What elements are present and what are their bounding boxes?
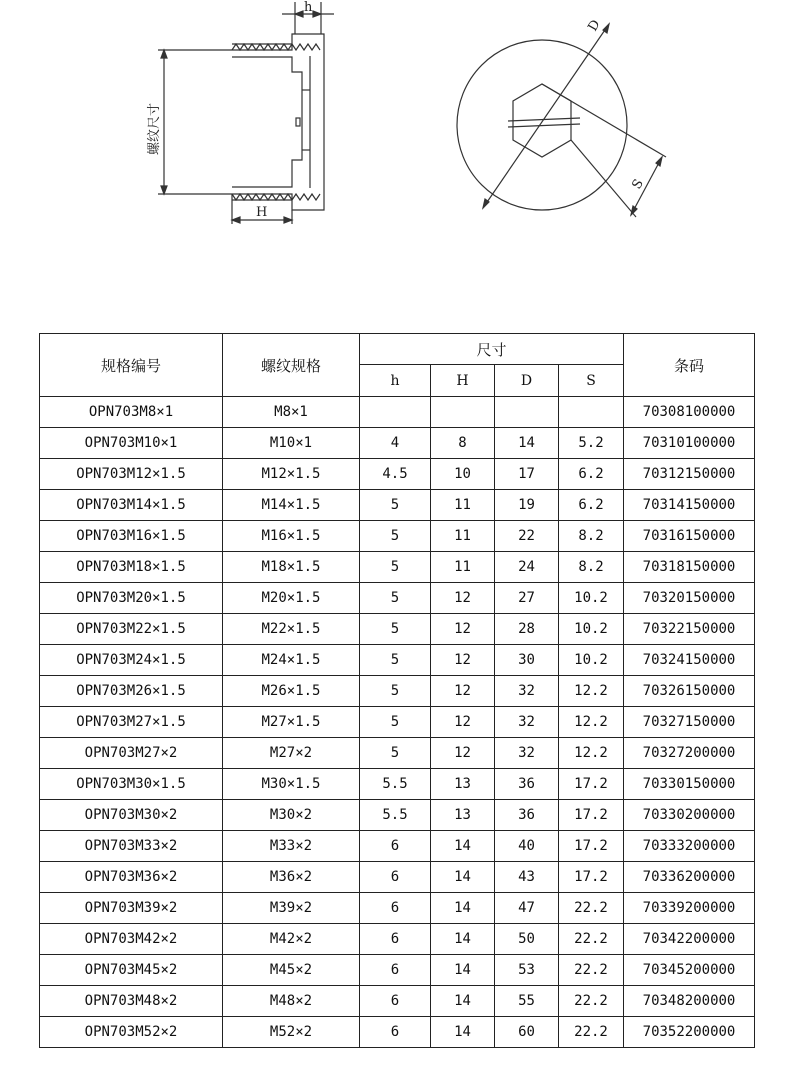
cell-h-upper: 14 [431,862,495,893]
cell-thread: M12×1.5 [223,459,360,490]
cell-barcode: 70345200000 [624,955,755,986]
cell-thread: M52×2 [223,1017,360,1048]
dim-h-label: h [304,0,313,15]
cell-spec-no: OPN703M8×1 [40,397,223,428]
cell-s: 6.2 [559,459,624,490]
cell-d: 36 [495,769,559,800]
cell-d: 22 [495,521,559,552]
cell-d: 32 [495,676,559,707]
cell-spec-no: OPN703M39×2 [40,893,223,924]
cell-barcode: 70308100000 [624,397,755,428]
cell-s: 6.2 [559,490,624,521]
cell-spec-no: OPN703M18×1.5 [40,552,223,583]
cell-h: 5 [360,645,431,676]
cell-barcode: 70316150000 [624,521,755,552]
cell-h: 6 [360,862,431,893]
cell-h-upper: 8 [431,428,495,459]
cell-h: 5.5 [360,769,431,800]
cell-spec-no: OPN703M20×1.5 [40,583,223,614]
table-row [40,428,755,459]
header-spec-no: 规格编号 [40,334,223,397]
table-row [40,521,755,552]
cell-d: 27 [495,583,559,614]
cell-s: 5.2 [559,428,624,459]
cell-thread: M30×2 [223,800,360,831]
cell-barcode: 70322150000 [624,614,755,645]
cell-spec-no: OPN703M33×2 [40,831,223,862]
cell-spec-no: OPN703M10×1 [40,428,223,459]
cell-s: 10.2 [559,645,624,676]
cell-thread: M45×2 [223,955,360,986]
cell-s: 8.2 [559,552,624,583]
cell-d: 28 [495,614,559,645]
cell-thread: M27×1.5 [223,707,360,738]
cell-h-upper: 14 [431,924,495,955]
cell-h-upper: 12 [431,645,495,676]
cell-barcode: 70314150000 [624,490,755,521]
cell-barcode: 70330150000 [624,769,755,800]
cell-h-upper: 12 [431,707,495,738]
cell-thread: M42×2 [223,924,360,955]
cell-d: 14 [495,428,559,459]
cell-h-upper: 12 [431,583,495,614]
cell-h: 5 [360,738,431,769]
cell-spec-no: OPN703M48×2 [40,986,223,1017]
table-row [40,800,755,831]
cell-s: 22.2 [559,1017,624,1048]
cell-s: 10.2 [559,583,624,614]
cell-h [360,397,431,428]
table-row [40,614,755,645]
cell-h: 5 [360,552,431,583]
cell-h-upper: 12 [431,676,495,707]
header-thread-spec: 螺纹规格 [223,334,360,397]
cell-d: 32 [495,707,559,738]
table-row [40,583,755,614]
cell-spec-no: OPN703M36×2 [40,862,223,893]
cell-barcode: 70326150000 [624,676,755,707]
cell-h-upper: 11 [431,521,495,552]
cell-s: 22.2 [559,955,624,986]
table-row [40,862,755,893]
cell-h: 5 [360,614,431,645]
cell-d: 36 [495,800,559,831]
cell-h: 5 [360,583,431,614]
cell-barcode: 70339200000 [624,893,755,924]
cell-s: 22.2 [559,893,624,924]
cell-d: 24 [495,552,559,583]
cell-h-upper: 12 [431,738,495,769]
header-H: H [431,365,495,397]
cell-h-upper: 14 [431,893,495,924]
cell-spec-no: OPN703M30×2 [40,800,223,831]
header-D: D [495,365,559,397]
cell-spec-no: OPN703M52×2 [40,1017,223,1048]
cell-spec-no: OPN703M14×1.5 [40,490,223,521]
cell-thread: M14×1.5 [223,490,360,521]
cell-s: 17.2 [559,769,624,800]
cell-h-upper [431,397,495,428]
cell-barcode: 70327150000 [624,707,755,738]
cell-s: 12.2 [559,738,624,769]
table-row [40,831,755,862]
cell-s [559,397,624,428]
cell-h: 4.5 [360,459,431,490]
cell-barcode: 70348200000 [624,986,755,1017]
cell-barcode: 70324150000 [624,645,755,676]
table-row [40,1017,755,1048]
cell-h-upper: 11 [431,490,495,521]
cell-d: 40 [495,831,559,862]
cell-h: 5 [360,521,431,552]
side-view-drawing [158,2,334,224]
dim-S-label: S [629,176,647,192]
cell-thread: M36×2 [223,862,360,893]
cell-d: 60 [495,1017,559,1048]
cell-h: 6 [360,831,431,862]
cell-spec-no: OPN703M26×1.5 [40,676,223,707]
cell-d: 43 [495,862,559,893]
cell-h: 6 [360,986,431,1017]
cell-s: 12.2 [559,707,624,738]
header-h: h [360,365,431,397]
cell-d: 50 [495,924,559,955]
cell-barcode: 70318150000 [624,552,755,583]
cell-thread: M30×1.5 [223,769,360,800]
cell-barcode: 70310100000 [624,428,755,459]
header-barcode: 条码 [624,334,755,397]
cell-thread: M39×2 [223,893,360,924]
technical-drawings [0,0,790,300]
cell-h-upper: 12 [431,614,495,645]
cell-d: 47 [495,893,559,924]
cell-barcode: 70336200000 [624,862,755,893]
cell-h: 6 [360,924,431,955]
cell-d: 17 [495,459,559,490]
cell-barcode: 70320150000 [624,583,755,614]
cell-thread: M8×1 [223,397,360,428]
cell-spec-no: OPN703M30×1.5 [40,769,223,800]
thread-size-label: 螺纹尺寸 [147,102,162,155]
table-header-row [40,334,755,365]
cell-d: 53 [495,955,559,986]
cell-spec-no: OPN703M22×1.5 [40,614,223,645]
cell-s: 12.2 [559,676,624,707]
dim-D-label: D [585,17,604,34]
table-row [40,986,755,1017]
cell-s: 10.2 [559,614,624,645]
cell-thread: M24×1.5 [223,645,360,676]
table-row [40,924,755,955]
cell-barcode: 70342200000 [624,924,755,955]
cell-spec-no: OPN703M12×1.5 [40,459,223,490]
cell-s: 22.2 [559,986,624,1017]
table-row [40,955,755,986]
cell-barcode: 70312150000 [624,459,755,490]
dim-H-label: H [256,205,268,220]
table-row [40,552,755,583]
cell-spec-no: OPN703M16×1.5 [40,521,223,552]
cell-h: 6 [360,893,431,924]
table-row [40,893,755,924]
cell-h-upper: 10 [431,459,495,490]
table-row [40,397,755,428]
cell-thread: M20×1.5 [223,583,360,614]
cell-barcode: 70330200000 [624,800,755,831]
cell-thread: M33×2 [223,831,360,862]
cell-s: 17.2 [559,800,624,831]
cell-h: 6 [360,1017,431,1048]
cell-h: 5 [360,490,431,521]
cell-thread: M16×1.5 [223,521,360,552]
table-row [40,707,755,738]
cell-d: 19 [495,490,559,521]
cell-d: 32 [495,738,559,769]
cell-thread: M26×1.5 [223,676,360,707]
cell-h-upper: 13 [431,800,495,831]
cell-h-upper: 14 [431,831,495,862]
cell-spec-no: OPN703M45×2 [40,955,223,986]
cell-h: 5 [360,707,431,738]
cell-barcode: 70352200000 [624,1017,755,1048]
table-row [40,490,755,521]
cell-thread: M22×1.5 [223,614,360,645]
cell-h-upper: 14 [431,986,495,1017]
table-row [40,645,755,676]
spec-table [39,333,755,1048]
table-row [40,676,755,707]
cell-spec-no: OPN703M27×1.5 [40,707,223,738]
header-S: S [559,365,624,397]
cell-barcode: 70333200000 [624,831,755,862]
cell-d: 30 [495,645,559,676]
cell-thread: M27×2 [223,738,360,769]
cell-h: 6 [360,955,431,986]
cell-barcode: 70327200000 [624,738,755,769]
cell-thread: M48×2 [223,986,360,1017]
cell-thread: M18×1.5 [223,552,360,583]
cell-s: 17.2 [559,862,624,893]
cell-h-upper: 11 [431,552,495,583]
cell-spec-no: OPN703M42×2 [40,924,223,955]
cell-h-upper: 13 [431,769,495,800]
cell-h: 5 [360,676,431,707]
cell-s: 22.2 [559,924,624,955]
table-row [40,459,755,490]
cell-h-upper: 14 [431,1017,495,1048]
cell-spec-no: OPN703M24×1.5 [40,645,223,676]
table-row [40,738,755,769]
cell-h: 5.5 [360,800,431,831]
cell-h: 4 [360,428,431,459]
cell-d [495,397,559,428]
cell-spec-no: OPN703M27×2 [40,738,223,769]
cell-s: 8.2 [559,521,624,552]
table-body [40,397,755,1048]
cell-thread: M10×1 [223,428,360,459]
cell-h-upper: 14 [431,955,495,986]
header-dimensions: 尺寸 [360,334,624,365]
table-row [40,769,755,800]
cell-s: 17.2 [559,831,624,862]
cell-d: 55 [495,986,559,1017]
